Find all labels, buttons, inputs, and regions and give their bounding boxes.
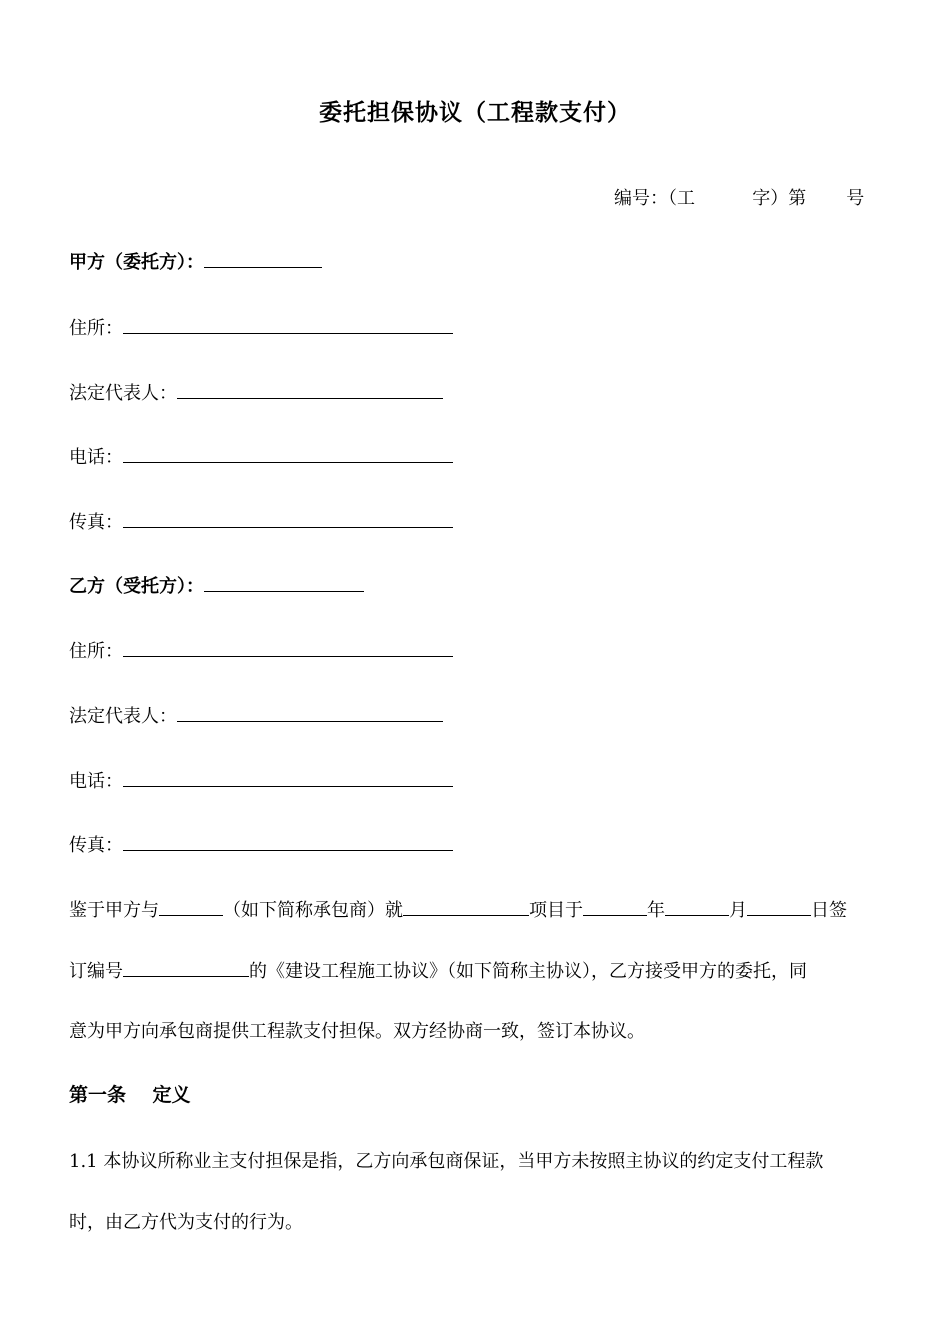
recital-text: 的《建设工程施工协议》（如下简称主协议），乙方接受甲方的委托，同 [249,961,807,982]
party-a-phone-field[interactable] [123,444,453,463]
party-a-fax-label: 传真： [69,512,123,533]
party-a-heading-row [69,248,322,274]
party-a-address-field[interactable] [123,315,453,334]
recital-text: 项目于 [529,900,583,921]
recital-text: 月 [729,900,747,921]
party-b-rep-label: 法定代表人： [69,706,177,727]
party-b-address-field[interactable] [123,638,453,657]
recital-text: 订编号 [69,961,123,982]
party-a-fax-row [69,508,453,534]
document-number: 编号：（工 字）第 号 [614,188,865,209]
party-b-rep-field[interactable] [177,703,443,722]
day-field[interactable] [747,897,811,916]
party-a-rep-label: 法定代表人： [69,383,177,404]
party-a-address-label: 住所： [69,318,123,339]
party-a-phone-row [69,443,453,469]
recital-line-3: 意为甲方向承包商提供工程款支付担保。双方经协商一致，签订本协议。 [69,1021,645,1042]
party-b-heading-row [69,572,364,598]
party-a-heading: 甲方（委托方）： [69,252,204,273]
month-field[interactable] [665,897,729,916]
party-a-name-field[interactable] [204,249,322,268]
recital-text: （如下简称承包商）就 [223,900,403,921]
contractor-name-field[interactable] [159,897,223,916]
party-b-phone-row [69,767,453,793]
party-b-address-label: 住所： [69,641,123,662]
document-title: 委托担保协议（工程款支付） [319,99,631,126]
recital-text: 鉴于甲方与 [69,900,159,921]
clause-1-1-line-1: 1.1 本协议所称业主支付担保是指，乙方向承包商保证，当甲方未按照主协议的约定支付工程款 [69,1151,824,1172]
year-field[interactable] [583,897,647,916]
party-b-heading: 乙方（受托方）： [69,576,204,597]
party-b-name-field[interactable] [204,573,364,592]
party-b-fax-field[interactable] [123,832,453,851]
party-b-fax-row [69,831,453,857]
article-1-heading: 第一条 定义 [69,1084,191,1106]
party-b-address-row [69,637,453,663]
recital-text: 年 [647,900,665,921]
recital-text: 日签 [811,900,847,921]
party-a-phone-label: 电话： [69,447,123,468]
party-b-rep-row [69,702,443,728]
party-b-phone-label: 电话： [69,771,123,792]
recital-line-2 [69,957,807,983]
recital-line-1 [69,896,847,922]
party-a-fax-field[interactable] [123,509,453,528]
party-b-fax-label: 传真： [69,835,123,856]
party-a-rep-field[interactable] [177,380,443,399]
party-a-address-row [69,314,453,340]
project-name-field[interactable] [403,897,529,916]
clause-1-1-line-2: 时，由乙方代为支付的行为。 [69,1212,303,1233]
contract-number-field[interactable] [123,958,249,977]
party-a-rep-row [69,379,443,405]
party-b-phone-field[interactable] [123,768,453,787]
